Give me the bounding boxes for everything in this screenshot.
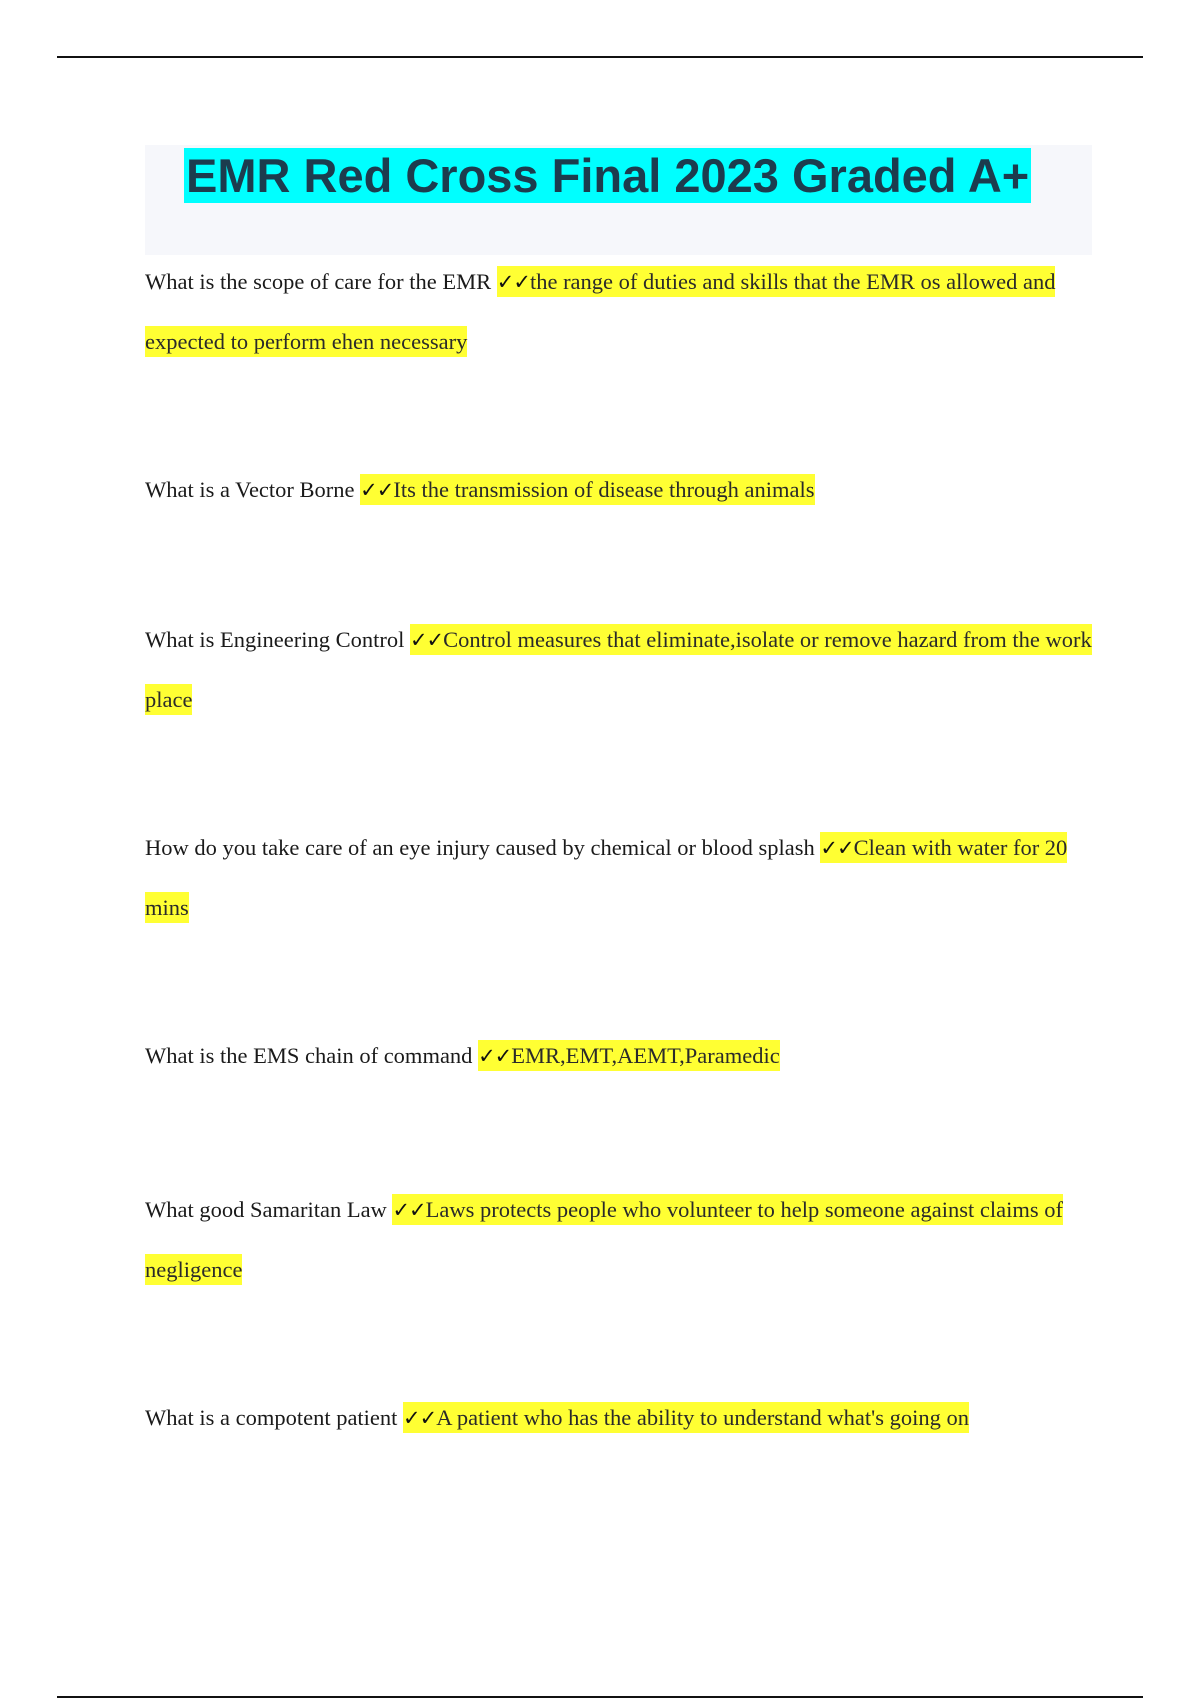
qa-item-good-samaritan-law <box>145 1180 1095 1300</box>
answer-text: the range of duties and skills that the EMR os allowed and expected to perform ehen necessary <box>145 269 1056 354</box>
question-text: How do you take care of an eye injury caused by chemical or blood splash <box>145 835 815 860</box>
question-text: What is Engineering Control <box>145 627 405 652</box>
footer-rule <box>57 1696 1143 1698</box>
answer-text: Its the transmission of disease through animals <box>393 477 815 502</box>
qa-item-ems-chain-of-command <box>145 1026 1095 1086</box>
double-check-icon: ✓✓ <box>496 270 530 294</box>
double-check-icon: ✓✓ <box>360 478 394 502</box>
qa-item-eye-injury <box>145 818 1095 938</box>
double-check-icon: ✓✓ <box>820 836 854 860</box>
answer-text: A patient who has the ability to understand what's going on <box>436 1405 969 1430</box>
document-title: EMR Red Cross Final 2023 Graded A+ <box>186 149 1030 202</box>
question-text: What is the EMS chain of command <box>145 1043 473 1068</box>
question-text: What is the scope of care for the EMR <box>145 269 492 294</box>
qa-item-engineering-control <box>145 610 1095 730</box>
question-text: What is a Vector Borne <box>145 477 355 502</box>
qa-item-competent-patient <box>145 1388 1095 1448</box>
qa-item-scope-of-care <box>145 252 1095 372</box>
answer-highlight <box>403 1402 969 1433</box>
answer-highlight <box>360 474 814 505</box>
answer-text: EMR,EMT,AEMT,Paramedic <box>511 1043 780 1068</box>
double-check-icon: ✓✓ <box>478 1044 512 1068</box>
double-check-icon: ✓✓ <box>392 1198 426 1222</box>
qa-item-vector-borne <box>145 460 1095 520</box>
header-rule <box>57 56 1143 58</box>
question-text: What is a compotent patient <box>145 1405 398 1430</box>
answer-text: Laws protects people who volunteer to help someone against claims of negligence <box>145 1197 1063 1282</box>
answer-highlight <box>478 1040 780 1071</box>
answer-text: Control measures that eliminate,isolate or remove hazard from the work place <box>145 627 1092 712</box>
question-text: What good Samaritan Law <box>145 1197 387 1222</box>
double-check-icon: ✓✓ <box>409 628 444 652</box>
answer-text: Clean with water for 20 mins <box>145 835 1068 920</box>
double-check-icon: ✓✓ <box>403 1406 437 1430</box>
